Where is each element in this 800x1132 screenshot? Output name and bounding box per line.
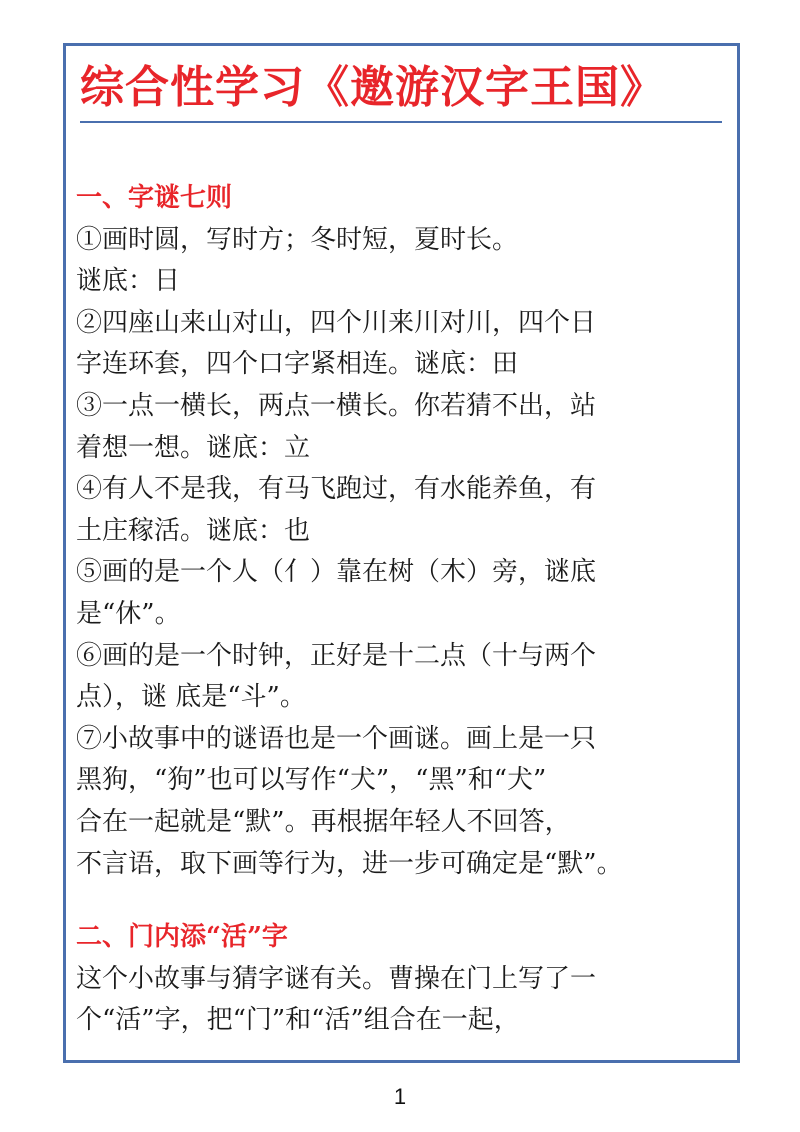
text-line: 个“活”字，把“门”和“活”组合在一起， bbox=[76, 1005, 520, 1036]
section-heading-riddles: 一、字谜七则 bbox=[76, 183, 233, 213]
text-line: 谜底：日 bbox=[76, 266, 181, 297]
title-underline bbox=[80, 121, 722, 123]
text-line: ④有人不是我，有马飞跑过，有水能养鱼，有 bbox=[76, 474, 597, 505]
document-body bbox=[76, 178, 726, 1042]
text-line: 着想一想。谜底：立 bbox=[76, 432, 311, 463]
text-line: 合在一起就是“默”。再根据年轻人不回答， bbox=[76, 806, 571, 837]
text-line: ⑦小故事中的谜语也是一个画谜。画上是一只 bbox=[76, 723, 597, 754]
text-line: 黑狗，“狗”也可以写作“犬”，“黑”和“犬” bbox=[76, 765, 547, 796]
text-line: 字连环套，四个口字紧相连。谜底：田 bbox=[76, 349, 519, 380]
text-line: 土庄稼活。谜底：也 bbox=[76, 515, 311, 546]
page-number: 1 bbox=[393, 1084, 407, 1109]
text-line: 这个小故事与猜字谜有关。曹操在门上写了一 bbox=[76, 963, 597, 994]
text-line: ⑤画的是一个人（亻）靠在树（木）旁，谜底 bbox=[76, 557, 597, 588]
text-line: ①画时圆，写时方；冬时短，夏时长。 bbox=[76, 224, 519, 255]
text-line: 不言语，取下画等行为，进一步可确定是“默”。 bbox=[76, 848, 623, 879]
page-title: 综合性学习《邀游汉字王国》 bbox=[80, 62, 665, 113]
text-line: ③一点一横长，两点一横长。你若猜不出，站 bbox=[76, 390, 597, 421]
text-line: ⑥画的是一个时钟，正好是十二点（十与两个 bbox=[76, 640, 597, 671]
text-line: 点），谜 底是“斗”。 bbox=[76, 682, 306, 713]
text-line: ②四座山来山对山，四个川来川对川，四个日 bbox=[76, 307, 597, 338]
section-heading-door-story: 二、门内添“活”字 bbox=[76, 922, 288, 953]
text-line: 是“休”。 bbox=[76, 598, 181, 629]
